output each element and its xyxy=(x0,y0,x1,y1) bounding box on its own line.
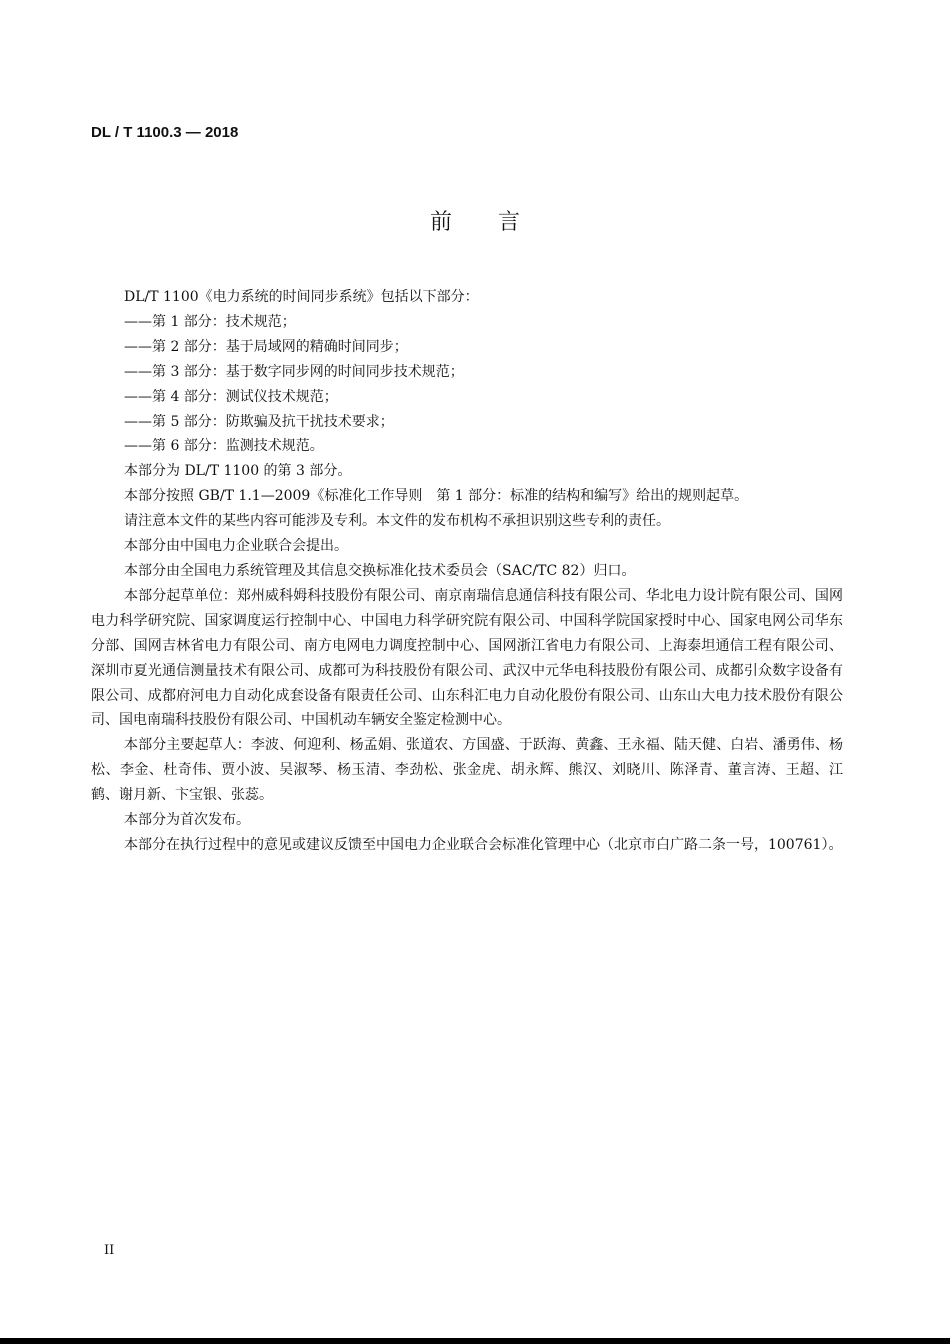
part-list-item: ——第 2 部分：基于局域网的精确时间同步； xyxy=(124,338,408,355)
drafting-units-paragraph: 本部分起草单位：郑州威科姆科技股份有限公司、南京南瑞信息通信科技有限公司、华北电力设计院有限公司、国网电力科学研究院、国家调度运行控制中心、中国电力科学研究院有限公司、中国科学院国家授时中心、国家电网公司华东分部、国网吉林省电力有限公司、南方电网电力调度控制中心、国网浙江省电力有限公司、上海泰坦通信工程有限公司、深圳市夏光通信测量技术有限公司、成都可为科技股份有限公司、武汉中元华电科技股份有限公司、成都引众数字设备有限公司、成都府河电力自动化成套设备有限责任公司、山东科汇电力自动化股份有限公司、山东山大电力技术股份有限公司、国电南瑞科技股份有限公司、中国机动车辆安全鉴定检测中心。 xyxy=(91,587,843,729)
bottom-rule xyxy=(0,1338,950,1344)
standard-number-header: DL / T 1100.3 — 2018 xyxy=(91,124,239,141)
part-list-item: ——第 6 部分：监测技术规范。 xyxy=(124,438,324,455)
drafters-paragraph: 本部分主要起草人：李波、何迎利、杨孟娟、张道农、方国盛、于跃海、黄鑫、王永福、陆天健、白岩、潘勇伟、杨松、李金、杜奇伟、贾小波、吴淑琴、杨玉清、李劲松、张金虎、胡永辉、熊汉、刘晓川、陈泽青、董言涛、王超、江鹤、谢月新、卞宝银、张蕊。 xyxy=(91,737,843,804)
part-statement-paragraph: 本部分为 DL/T 1100 的第 3 部分。 xyxy=(124,463,352,480)
part-list-item: ——第 1 部分：技术规范； xyxy=(124,313,296,330)
feedback-paragraph: 本部分在执行过程中的意见或建议反馈至中国电力企业联合会标准化管理中心（北京市白广路二条一号，100761）。 xyxy=(124,836,843,853)
proposer-paragraph: 本部分由中国电力企业联合会提出。 xyxy=(124,538,348,555)
patent-notice-paragraph: 请注意本文件的某些内容可能涉及专利。本文件的发布机构不承担识别这些专利的责任。 xyxy=(124,513,670,530)
page-title: 前言 xyxy=(429,210,566,235)
part-list-item: ——第 4 部分：测试仪技术规范； xyxy=(124,388,338,405)
committee-paragraph: 本部分由全国电力系统管理及其信息交换标准化技术委员会（SAC/TC 82）归口。 xyxy=(124,562,636,579)
drafting-rules-paragraph: 本部分按照 GB/T 1.1—2009《标准化工作导则 第 1 部分：标准的结构和编写》给出的规则起草。 xyxy=(124,488,749,505)
page-number: II xyxy=(104,1243,115,1258)
foreword-body xyxy=(91,285,843,858)
intro-paragraph: DL/T 1100《电力系统的时间同步系统》包括以下部分： xyxy=(124,289,479,305)
part-list-item: ——第 3 部分：基于数字同步网的时间同步技术规范； xyxy=(124,363,464,380)
first-release-paragraph: 本部分为首次发布。 xyxy=(124,812,250,829)
part-list-item: ——第 5 部分：防欺骗及抗干扰技术要求； xyxy=(124,413,394,430)
